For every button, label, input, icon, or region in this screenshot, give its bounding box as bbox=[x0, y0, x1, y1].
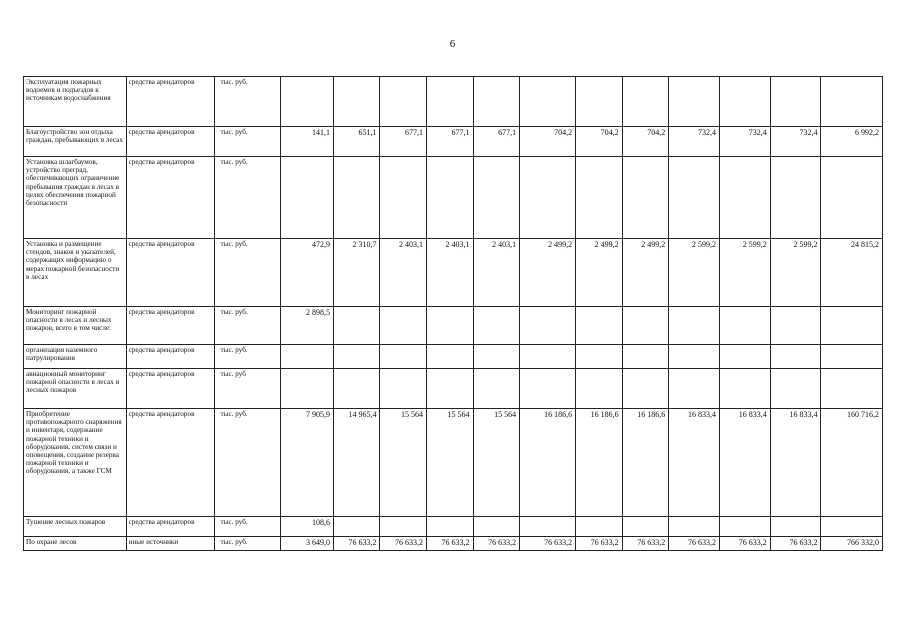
funding-source-cell: средства арендаторов bbox=[126, 409, 215, 517]
value-cell bbox=[576, 369, 623, 409]
value-cell bbox=[380, 517, 427, 537]
value-cell bbox=[520, 307, 576, 345]
value-cell bbox=[719, 157, 770, 239]
value-cell bbox=[380, 307, 427, 345]
value-cell: 108,6 bbox=[281, 517, 334, 537]
value-cell bbox=[669, 345, 720, 369]
value-cell: 2 898,5 bbox=[281, 307, 334, 345]
value-cell bbox=[669, 307, 720, 345]
funding-source-cell: средства арендаторов bbox=[126, 77, 215, 127]
value-cell: 15 564 bbox=[473, 409, 520, 517]
table-row bbox=[24, 127, 883, 157]
value-cell bbox=[719, 77, 770, 127]
unit-cell: тыс. руб. bbox=[215, 127, 281, 157]
value-cell: 76 633,2 bbox=[669, 537, 720, 551]
value-cell: 76 633,2 bbox=[380, 537, 427, 551]
value-cell: 732,4 bbox=[770, 127, 821, 157]
value-cell bbox=[427, 77, 474, 127]
value-cell: 16 186,6 bbox=[520, 409, 576, 517]
value-cell: 76 633,2 bbox=[520, 537, 576, 551]
value-cell bbox=[427, 157, 474, 239]
value-cell: 76 633,2 bbox=[427, 537, 474, 551]
value-cell: 76 633,2 bbox=[622, 537, 669, 551]
value-cell bbox=[669, 157, 720, 239]
value-cell: 14 965,4 bbox=[333, 409, 380, 517]
activity-name-cell: По охране лесов bbox=[24, 537, 127, 551]
funding-source-cell: иные источники bbox=[126, 537, 215, 551]
value-cell: 15 564 bbox=[380, 409, 427, 517]
value-cell bbox=[770, 77, 821, 127]
value-cell: 2 499,2 bbox=[576, 239, 623, 307]
value-cell: 704,2 bbox=[520, 127, 576, 157]
value-cell bbox=[281, 369, 334, 409]
table-row bbox=[24, 307, 883, 345]
unit-cell: тыс. руб. bbox=[215, 409, 281, 517]
value-cell bbox=[622, 307, 669, 345]
funding-source-cell: средства арендаторов bbox=[126, 345, 215, 369]
value-cell bbox=[576, 307, 623, 345]
value-cell bbox=[770, 517, 821, 537]
funding-source-cell: средства арендаторов bbox=[126, 239, 215, 307]
value-cell bbox=[719, 517, 770, 537]
table-row bbox=[24, 409, 883, 517]
value-cell bbox=[669, 77, 720, 127]
value-cell bbox=[669, 369, 720, 409]
activity-name-cell: Установка шлагбаумов, устройство преград, обеспечивающих ограничение пребывания граждан в лесах в целях обеспечения пожарной безопасности bbox=[24, 157, 127, 239]
value-cell bbox=[719, 369, 770, 409]
value-cell bbox=[576, 157, 623, 239]
value-cell: 16 833,4 bbox=[719, 409, 770, 517]
unit-cell: тыс. руб. bbox=[215, 307, 281, 345]
unit-cell: тыс. руб. bbox=[215, 157, 281, 239]
value-cell: 2 403,1 bbox=[427, 239, 474, 307]
value-cell bbox=[622, 157, 669, 239]
table-row bbox=[24, 345, 883, 369]
value-cell: 677,1 bbox=[473, 127, 520, 157]
value-cell: 2 403,1 bbox=[380, 239, 427, 307]
value-cell: 141,1 bbox=[281, 127, 334, 157]
table-row bbox=[24, 77, 883, 127]
value-cell bbox=[520, 157, 576, 239]
value-cell bbox=[333, 369, 380, 409]
unit-cell: тыс. руб. bbox=[215, 537, 281, 551]
value-cell: 2 499,2 bbox=[622, 239, 669, 307]
value-cell: 16 186,6 bbox=[622, 409, 669, 517]
activity-name-cell: Эксплуатация пожарных водоемов и подъездов к источникам водоснабжения bbox=[24, 77, 127, 127]
value-cell bbox=[622, 77, 669, 127]
value-cell: 6 992,2 bbox=[821, 127, 883, 157]
funding-source-cell: средства арендаторов bbox=[126, 369, 215, 409]
activity-name-cell: Благоустройство зон отдыха граждан, пребывающих в лесах bbox=[24, 127, 127, 157]
value-cell: 472,9 bbox=[281, 239, 334, 307]
value-cell bbox=[281, 157, 334, 239]
value-cell: 651,1 bbox=[333, 127, 380, 157]
value-cell: 76 633,2 bbox=[719, 537, 770, 551]
value-cell bbox=[281, 77, 334, 127]
value-cell bbox=[333, 157, 380, 239]
value-cell bbox=[520, 77, 576, 127]
value-cell bbox=[380, 345, 427, 369]
value-cell: 16 186,6 bbox=[576, 409, 623, 517]
value-cell bbox=[576, 77, 623, 127]
value-cell: 15 564 bbox=[427, 409, 474, 517]
table-row bbox=[24, 537, 883, 551]
value-cell bbox=[473, 345, 520, 369]
value-cell bbox=[576, 345, 623, 369]
table-row bbox=[24, 517, 883, 537]
value-cell: 2 403,1 bbox=[473, 239, 520, 307]
funding-source-cell: средства арендаторов bbox=[126, 127, 215, 157]
value-cell bbox=[622, 369, 669, 409]
value-cell bbox=[380, 157, 427, 239]
value-cell: 677,1 bbox=[427, 127, 474, 157]
value-cell bbox=[770, 157, 821, 239]
unit-cell: тыс. руб. bbox=[215, 517, 281, 537]
value-cell bbox=[473, 307, 520, 345]
value-cell bbox=[821, 517, 883, 537]
value-cell: 16 833,4 bbox=[669, 409, 720, 517]
activity-name-cell: Мониторинг пожарной опасности в лесах и лесных пожаров, всего в том числе: bbox=[24, 307, 127, 345]
unit-cell: тыс. руб. bbox=[215, 239, 281, 307]
value-cell: 2 310,7 bbox=[333, 239, 380, 307]
value-cell: 704,2 bbox=[576, 127, 623, 157]
value-cell: 76 633,2 bbox=[333, 537, 380, 551]
value-cell: 76 633,2 bbox=[770, 537, 821, 551]
value-cell bbox=[669, 517, 720, 537]
value-cell bbox=[719, 345, 770, 369]
value-cell: 766 332,0 bbox=[821, 537, 883, 551]
value-cell: 2 599,2 bbox=[669, 239, 720, 307]
value-cell bbox=[427, 517, 474, 537]
table-row bbox=[24, 157, 883, 239]
value-cell bbox=[427, 307, 474, 345]
value-cell bbox=[520, 345, 576, 369]
table-row bbox=[24, 369, 883, 409]
value-cell: 732,4 bbox=[669, 127, 720, 157]
unit-cell: тыс. руб. bbox=[215, 345, 281, 369]
value-cell bbox=[333, 517, 380, 537]
value-cell: 24 815,2 bbox=[821, 239, 883, 307]
value-cell bbox=[473, 517, 520, 537]
value-cell bbox=[622, 345, 669, 369]
value-cell bbox=[520, 369, 576, 409]
value-cell: 2 599,2 bbox=[719, 239, 770, 307]
value-cell: 3 649,0 bbox=[281, 537, 334, 551]
value-cell bbox=[281, 345, 334, 369]
activity-name-cell: Приобретение противопожарного снаряжения и инвентаря, содержание пожарной техники и оборудования, систем связи и оповещения, создание резерва пожарной техники и оборудования, а также ГСМ bbox=[24, 409, 127, 517]
value-cell bbox=[427, 345, 474, 369]
value-cell bbox=[821, 77, 883, 127]
value-cell bbox=[380, 77, 427, 127]
funding-source-cell: средства арендаторов bbox=[126, 157, 215, 239]
table-row bbox=[24, 239, 883, 307]
value-cell bbox=[520, 517, 576, 537]
activity-name-cell: организация наземного патрулирования bbox=[24, 345, 127, 369]
value-cell bbox=[473, 77, 520, 127]
activity-name-cell: Тушение лесных пожаров bbox=[24, 517, 127, 537]
unit-cell: тыс. руб. bbox=[215, 77, 281, 127]
value-cell: 7 905,9 bbox=[281, 409, 334, 517]
value-cell bbox=[821, 157, 883, 239]
value-cell bbox=[333, 307, 380, 345]
value-cell bbox=[333, 77, 380, 127]
value-cell: 76 633,2 bbox=[473, 537, 520, 551]
value-cell bbox=[380, 369, 427, 409]
value-cell bbox=[576, 517, 623, 537]
value-cell: 704,2 bbox=[622, 127, 669, 157]
value-cell: 160 716,2 bbox=[821, 409, 883, 517]
value-cell bbox=[821, 307, 883, 345]
value-cell: 2 499,2 bbox=[520, 239, 576, 307]
value-cell: 677,1 bbox=[380, 127, 427, 157]
value-cell bbox=[473, 157, 520, 239]
value-cell bbox=[333, 345, 380, 369]
value-cell bbox=[622, 517, 669, 537]
value-cell bbox=[770, 345, 821, 369]
activity-name-cell: авиационный мониторинг пожарной опасности в лесах и лесных пожаров bbox=[24, 369, 127, 409]
funding-source-cell: средства арендаторов bbox=[126, 517, 215, 537]
fire-safety-budget-table bbox=[23, 76, 883, 551]
value-cell: 732,4 bbox=[719, 127, 770, 157]
value-cell: 16 833,4 bbox=[770, 409, 821, 517]
value-cell: 2 599,2 bbox=[770, 239, 821, 307]
page-number: 6 bbox=[449, 38, 456, 50]
activity-name-cell: Установка и размещение стендов, знаков и указателей, содержащих информацию о мерах пожарной безопасности в лесах bbox=[24, 239, 127, 307]
value-cell bbox=[719, 307, 770, 345]
value-cell bbox=[821, 369, 883, 409]
value-cell bbox=[770, 307, 821, 345]
value-cell bbox=[473, 369, 520, 409]
value-cell bbox=[821, 345, 883, 369]
unit-cell: тыс. руб bbox=[215, 369, 281, 409]
value-cell bbox=[770, 369, 821, 409]
value-cell: 76 633,2 bbox=[576, 537, 623, 551]
value-cell bbox=[427, 369, 474, 409]
funding-source-cell: средства арендаторов bbox=[126, 307, 215, 345]
